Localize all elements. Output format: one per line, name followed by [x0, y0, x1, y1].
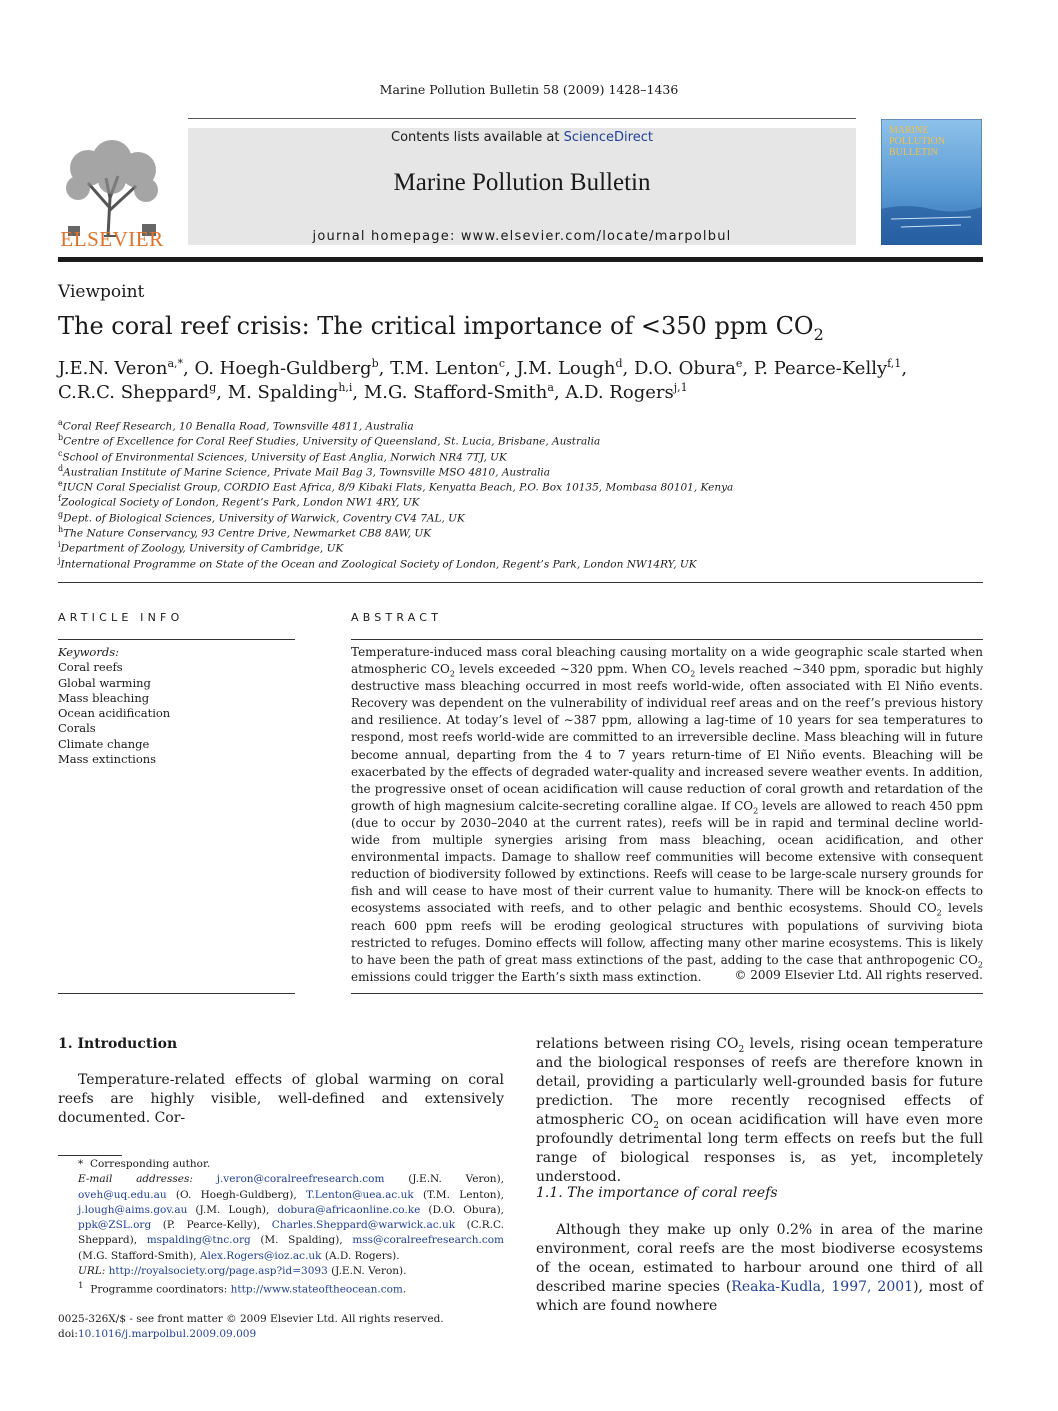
affiliation-item	[58, 507, 983, 525]
affiliation-item	[58, 476, 983, 494]
author-separator: ,	[901, 358, 908, 379]
affiliation-text: IUCN Coral Specialist Group, CORDIO East Africa, 8/9 Kibaki Flats, Kenyatta Beach, P.O. Box 10135, Mombasa 80101, Kenya	[62, 481, 734, 494]
author-affiliation-marker[interactable]: a	[547, 381, 554, 394]
abstract-segment: emissions could trigger the Earth’s sixth mass extinction.	[351, 969, 702, 984]
author-affiliation-marker[interactable]: b	[371, 357, 379, 370]
email-link[interactable]: oveh@uq.edu.au	[78, 1188, 167, 1201]
doi-link[interactable]: 10.1016/j.marpolbul.2009.09.009	[77, 1328, 257, 1341]
issn-line: 0025-326X/$ - see front matter © 2009 Elsevier Ltd. All rights reserved.	[58, 1313, 444, 1325]
affiliation-marker: f	[58, 494, 61, 504]
author-affiliation-marker[interactable]: j,1	[673, 381, 688, 394]
footnotes	[58, 1157, 504, 1298]
keyword-item: Global warming	[58, 675, 151, 690]
abstract-segment: levels reached ∼340 ppm, sporadic but highly destructive mass bleaching occurred in most reefs world-wide, often associated with El Niño events. Recovery was dependent on the vulnerability of individual reef areas and on the reef’s previous history and resilience. At today’s level of ∼387 ppm, allowing a lag-time of 10 years for sea temperatures to respond, most reefs world-wide are committed to an irreversible decline. Mass bleaching will in future become annual, departing from the 4 to 7 years return-time of El Niño events. Bleaching will be exacerbated by the effects of degraded water-quality and increased severe weather events. In addition, the progressive onset of ocean acidification will cause reduction of coral growth and retardation of the growth of high magnesium calcite-secreting coralline algae. If CO	[351, 662, 984, 813]
email-owner: (M.G. Stafford-Smith),	[78, 1249, 200, 1262]
author-separator: ,	[505, 358, 517, 379]
author-affiliation-marker[interactable]: h,i	[338, 381, 353, 394]
keyword-item: Mass extinctions	[58, 752, 157, 767]
author-separator: ,	[622, 358, 634, 379]
journal-homepage-link[interactable]: journal homepage: www.elsevier.com/locate/marpolbul	[312, 229, 732, 244]
sciencedirect-link[interactable]: ScienceDirect	[563, 130, 653, 145]
article-info-top-rule	[58, 639, 295, 640]
affiliation-item	[58, 461, 983, 479]
email-owner: (M. Spalding),	[250, 1234, 353, 1247]
corresponding-author-note: * Corresponding author.	[78, 1158, 211, 1170]
author-separator: ,	[378, 358, 391, 379]
affiliation-marker: j	[58, 555, 61, 565]
author-name[interactable]: A.D. Rogers	[565, 382, 674, 403]
cover-title-line: MARINE	[889, 125, 929, 136]
author-separator: ,	[742, 358, 754, 379]
author-name[interactable]: J.M. Lough	[516, 358, 616, 379]
subscript: 2	[690, 669, 696, 679]
author-name[interactable]: D.O. Obura	[633, 358, 736, 379]
cover-title-line: BULLETIN	[889, 147, 938, 158]
email-link[interactable]: Alex.Rogers@ioz.ac.uk	[199, 1249, 322, 1262]
email-addresses: E-mail addresses: j.veron@coralreefresearch.com (J.E.N. Veron), oveh@uq.edu.au (O. Hoegh-Guldberg), T.Lenton@uea.ac.uk (T.M. Lenton), j.lough@aims.gov.au (J.M. Lough), dobura@africaonline.co.ke (D.O. Obura), ppk@ZSL.org (P. Pearce-Kelly), Charles.Sheppard@warwick.ac.uk (C.R.C. Sheppard), mspalding@tnc.org (M. Spalding), mss@coralreefresearch.com (M.G. Stafford-Smith), Alex.Rogers@ioz.ac.uk (A.D. Rogers).	[78, 1173, 505, 1262]
abstract-segment: levels are allowed to reach 450 ppm (due to occur by 2030–2040 at the current rates), reefs will be in rapid and terminal decline world-wide from multiple synergies arising from mass bleaching, ocean acidification, and other environmental impacts. Damage to shallow reef communities will become extensive with consequent reduction of biodiversity followed by extinctions. Reefs will cease to be large-scale nursery grounds for fish and will cease to have most of their current value to humanity. There will be knock-on effects to ecosystems associated with reefs, and to other pelagic and benthic ecosystems. Should CO	[351, 798, 983, 916]
affiliation-text: School of Environmental Sciences, University of East Anglia, Norwich NR4 7TJ, UK	[62, 451, 507, 464]
footnote-rule	[58, 1155, 122, 1156]
subscript: 2	[977, 960, 983, 970]
abstract-segment: levels reach 600 ppm reefs will be eroding geological structures with populations of surviving biota restricted to refuges. Domino effects will follow, affecting many other marine ecosystems. This is likely to have been the path of great mass extinctions of the past, adding to the case that anthropogenic CO	[351, 901, 983, 967]
affiliation-marker: e	[58, 479, 63, 489]
abstract-segment: levels exceeded ∼320 ppm. When CO	[454, 662, 691, 677]
subscript: 2	[936, 908, 942, 918]
author-affiliation-marker[interactable]: g	[209, 381, 217, 394]
author-separator: ,	[352, 382, 364, 403]
url-link[interactable]: http://royalsociety.org/page.asp?id=3093	[108, 1265, 328, 1278]
abstract-text	[351, 644, 983, 986]
affiliation-text: Centre of Excellence for Coral Reef Studies, University of Queensland, St. Lucia, Brisbane, Australia	[63, 435, 601, 448]
masthead-top-rule	[188, 118, 856, 119]
email-owner: (A.D. Rogers).	[321, 1249, 400, 1262]
email-owner: (C.R.C. Sheppard),	[78, 1219, 504, 1247]
email-link[interactable]: j.lough@aims.gov.au	[78, 1203, 188, 1216]
email-link[interactable]: j.veron@coralreefresearch.com	[216, 1173, 385, 1186]
author-affiliation-marker[interactable]: c	[498, 357, 506, 370]
email-link[interactable]: T.Lenton@uea.ac.uk	[305, 1188, 414, 1201]
author-name[interactable]: M. Spalding	[227, 382, 339, 403]
email-owner: (O. Hoegh-Guldberg),	[166, 1188, 306, 1201]
affiliation-text: The Nature Conservancy, 93 Centre Drive, Newmarket CB8 8AW, UK	[63, 527, 432, 540]
article-type: Viewpoint	[58, 282, 145, 302]
affiliation-marker: b	[58, 433, 64, 443]
affiliation-text: Zoological Society of London, Regent’s Park, London NW1 4RY, UK	[60, 496, 420, 509]
front-matter	[58, 1312, 504, 1343]
keyword-item: Climate change	[58, 736, 150, 751]
email-owner: (J.E.N. Veron),	[384, 1173, 505, 1186]
affiliation-item	[58, 522, 983, 540]
affiliation-marker: c	[58, 448, 63, 458]
affiliation-text: Dept. of Biological Sciences, University of Warwick, Coventry CV4 7AL, UK	[63, 512, 465, 525]
author-name[interactable]: C.R.C. Sheppard	[58, 382, 210, 403]
affiliation-item	[58, 537, 983, 555]
abstract-heading: ABSTRACT	[351, 611, 443, 624]
affiliation-text: International Programme on State of the Ocean and Zoological Society of London, Regent’s Park, London NW14RY, UK	[60, 558, 697, 571]
keywords-list	[58, 645, 295, 767]
author-name[interactable]: O. Hoegh-Guldberg	[194, 358, 372, 379]
abstract-segment: Temperature-induced mass coral bleaching causing mortality on a wide geographic scale started when atmospheric CO	[351, 645, 983, 677]
section-heading-introduction: 1. Introduction	[58, 1036, 178, 1052]
journal-cover-image	[881, 119, 982, 245]
author-affiliation-marker[interactable]: d	[615, 357, 623, 370]
email-link[interactable]: ppk@ZSL.org	[78, 1219, 152, 1232]
body-paragraph: Temperature-related effects of global warming on coral reefs are highly visible, well-defined and extensively documented. Cor-	[58, 1072, 504, 1126]
email-owner: (J.M. Lough),	[187, 1203, 278, 1216]
article-title: The coral reef crisis: The critical importance of <350 ppm $CO_2$	[58, 312, 824, 344]
affiliation-item	[58, 553, 983, 571]
citation-link[interactable]: Reaka-Kudla, 1997, 2001	[731, 1279, 914, 1295]
subscript: 2	[753, 806, 759, 816]
keyword-item: Coral reefs	[58, 660, 123, 675]
subscript: 2	[449, 669, 455, 679]
author-affiliation-marker[interactable]: f,1	[887, 357, 902, 370]
affiliation-text: Department of Zoology, University of Cambridge, UK	[60, 542, 344, 555]
copyright-notice: © 2009 Elsevier Ltd. All rights reserved.	[734, 968, 983, 982]
email-link[interactable]: mspalding@tnc.org	[146, 1234, 251, 1247]
author-list-line-2	[58, 381, 688, 403]
email-owner: (T.M. Lenton),	[413, 1188, 504, 1201]
affiliations-list	[58, 415, 983, 571]
affiliation-item	[58, 430, 983, 448]
coordinators-note: $^1$ Programme coordinators: http://www.stateoftheocean.com.	[78, 1281, 407, 1296]
keyword-item: Corals	[58, 721, 96, 736]
body-paragraph: Although they make up only 0.2% in area of the marine environment, coral reefs are the most biodiverse ecosystems of the ocean, estimated to harbour around one third of all described marine species (Reaka-Kudla, 1997, 2001), most of which are found nowhere	[536, 1222, 984, 1314]
header-divider	[58, 257, 983, 262]
affiliation-marker: h	[58, 525, 64, 535]
abstract-top-rule	[351, 639, 983, 640]
author-name[interactable]: J.E.N. Veron	[58, 358, 168, 379]
url-note: URL: http://royalsociety.org/page.asp?id=3093 (J.E.N. Veron).	[78, 1265, 407, 1278]
email-owner: (P. Pearce-Kelly),	[151, 1219, 272, 1232]
author-list-line-1	[58, 357, 907, 379]
doi-line: doi:10.1016/j.marpolbul.2009.09.009	[58, 1328, 257, 1341]
affiliation-marker: d	[58, 463, 64, 473]
affiliations-divider	[58, 582, 983, 583]
affiliation-text: Coral Reef Research, 10 Benalla Road, Townsville 4811, Australia	[62, 420, 414, 433]
affiliation-text: Australian Institute of Marine Science, Private Mail Bag 3, Townsville MSO 4810, Australia	[63, 466, 551, 479]
author-separator: ,	[216, 382, 228, 403]
author-separator: ,	[553, 382, 566, 403]
keyword-item: Mass bleaching	[58, 690, 150, 705]
article-info-heading: ARTICLE INFO	[58, 611, 184, 624]
author-name[interactable]: P. Pearce-Kelly	[753, 358, 888, 379]
author-separator: ,	[183, 358, 195, 379]
journal-reference: Marine Pollution Bulletin 58 (2009) 1428–1436	[379, 82, 679, 97]
abstract-bottom-rule	[351, 993, 983, 994]
email-owner: (D.O. Obura),	[420, 1203, 505, 1216]
body-paragraph: relations between rising $CO_2$ levels, rising ocean temperature and the biological responses of reefs are therefore known in detail, providing a particularly well-grounded basis for future prediction. The more recently recognised effects of atmospheric $CO_2$ on ocean acidification will have even more profoundly detrimental long term effects on reefs but the full range of biological responses is, as yet, incompletely understood.	[536, 1036, 983, 1185]
affiliation-marker: g	[58, 509, 64, 519]
author-affiliation-marker[interactable]: e	[735, 357, 743, 370]
contents-available-line: Contents lists available at ScienceDirect	[391, 130, 653, 145]
affiliation-item	[58, 415, 983, 433]
elsevier-wordmark: ELSEVIER	[60, 227, 164, 251]
author-affiliation-marker[interactable]: a,*	[167, 357, 184, 370]
cover-title-line: POLLUTION	[889, 136, 946, 147]
email-link[interactable]: Charles.Sheppard@warwick.ac.uk	[271, 1219, 456, 1232]
keyword-item: Ocean acidification	[58, 706, 171, 721]
keywords-title: Keywords:	[58, 645, 119, 659]
author-name[interactable]: M.G. Stafford-Smith	[363, 382, 548, 403]
article-info-bottom-rule	[58, 993, 295, 994]
subsection-heading: 1.1. The importance of coral reefs	[536, 1185, 778, 1201]
coordinators-link[interactable]: http://www.stateoftheocean.com	[230, 1283, 403, 1296]
affiliation-marker: a	[58, 418, 63, 427]
author-name[interactable]: T.M. Lenton	[390, 358, 499, 379]
affiliation-marker: i	[58, 540, 61, 550]
journal-name: Marine Pollution Bulletin	[393, 169, 651, 196]
email-link[interactable]: dobura@africaonline.co.ke	[277, 1203, 421, 1216]
email-link[interactable]: mss@coralreefresearch.com	[352, 1234, 504, 1247]
